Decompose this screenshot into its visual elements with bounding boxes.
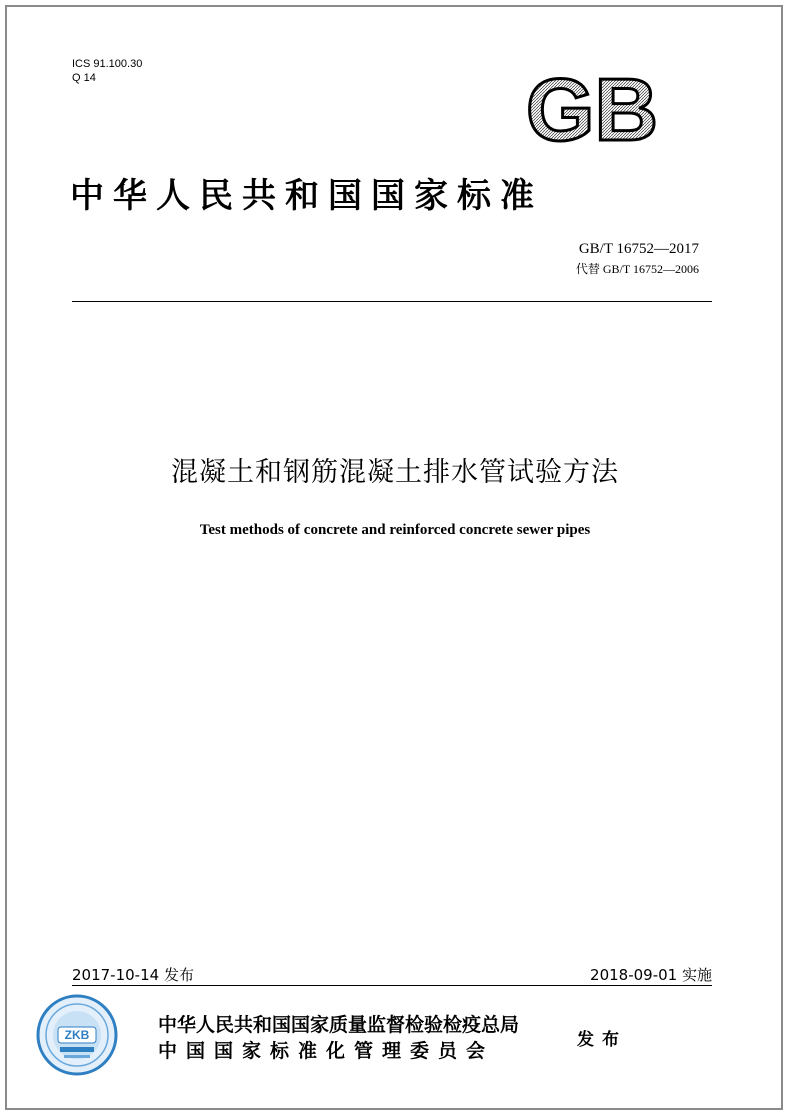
national-standard-title: 中华人民共和国国家标准 [70,176,543,216]
publish-label: 发布 [577,1030,627,1050]
standard-number: GB/T 16752—2017 [578,241,699,257]
gb-logo [512,70,672,150]
seal-text: ZKB [64,1028,90,1042]
replaced-standard: 代替 GB/T 16752—2006 [575,262,699,276]
english-title: Test methods of concrete and reinforced concrete sewer pipes [199,522,591,538]
issue-date: 2017-10-14 发布 [72,966,194,984]
ccs-code: Q 14 [72,72,96,84]
bottom-divider [72,985,712,986]
implementation-date: 2018-09-01 实施 [590,966,712,984]
chinese-title: 混凝土和钢筋混凝土排水管试验方法 [171,457,619,488]
issuer-aqsiq: 中华人民共和国国家质量监督检验检疫总局 [158,1014,520,1036]
top-divider [72,301,712,302]
issuer-sac: 中国国家标准化管理委员会 [158,1040,495,1062]
classification-codes [72,57,142,85]
gb-logo-text: GB [526,70,658,150]
issuing-authorities [158,1012,519,1064]
anti-counterfeit-seal-icon [36,994,118,1076]
ics-code: ICS 91.100.30 [72,58,143,70]
